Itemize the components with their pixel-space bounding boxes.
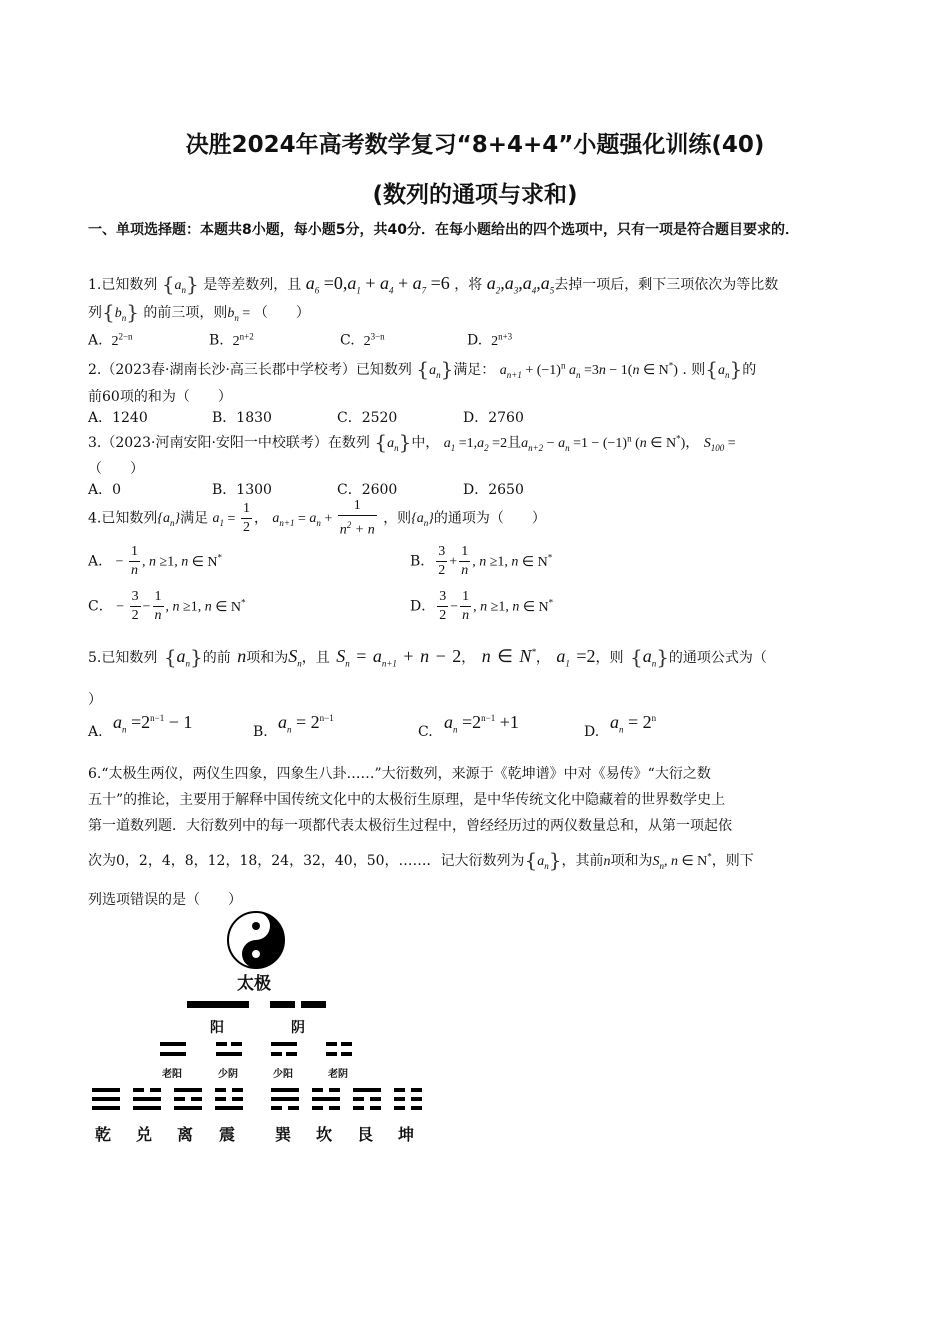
yin-line-left xyxy=(270,1001,295,1008)
q3-line2: （ ） xyxy=(88,461,144,477)
q5-option-d[interactable]: D. xyxy=(584,724,600,740)
q5-option-c[interactable]: C. xyxy=(418,724,433,740)
q6-line3: 第一道数列题．大衍数列中的每一项都代表太极衍生过程中，曾经经历过的两仪数量总和，从第一项起依 xyxy=(88,818,732,834)
trigram-label-8: 坤 xyxy=(398,1125,415,1144)
taiji-diagram xyxy=(80,905,440,1150)
q4-option-d[interactable]: D． $\frac{3}{2}$ − $\frac{1}{n}$ , n ≥1, n ∈ N* xyxy=(410,589,554,623)
four-label-1: 老阳 xyxy=(162,1069,182,1080)
doc-subtitle: (数列的通项与求和) xyxy=(372,182,578,208)
yin-line-right xyxy=(301,1001,326,1008)
q2-option-a[interactable]: A．1240 xyxy=(88,410,148,426)
q1-option-d[interactable]: D. $2^{n+3}$ xyxy=(467,331,513,349)
q5-option-a[interactable]: A. xyxy=(88,724,103,740)
q5-option-c-formula: $a_n =2^{n-1} +1$ xyxy=(444,712,519,735)
four-label-2: 少阴 xyxy=(218,1069,238,1080)
q2-option-d[interactable]: D．2760 xyxy=(463,410,524,426)
q6-line2: 五十”的推论，主要用于解释中国传统文化中的太极衍生原理，是中华传统文化中隐藏着的世界数学史上 xyxy=(88,792,726,808)
q5-line1: 5.已知数列 $\{a_n\}$的前 n项和为$S_n$，且 $S_n = a_{n+1} + n - 2$， n ∈ N*， $a_1 =2$，则 $\{a_n\}$的通项公式为（ xyxy=(88,645,767,669)
q2-line2: 前60项的和为（ ） xyxy=(88,389,232,405)
trigram-zhen xyxy=(215,1088,243,1110)
q5-option-b[interactable]: B. xyxy=(253,724,268,740)
q3-option-a[interactable]: A．0 xyxy=(88,482,122,498)
four-label-3: 少阳 xyxy=(273,1069,293,1080)
q5-option-a-formula: $a_n =2^{n-1} - 1$ xyxy=(113,712,193,735)
eight-trigrams xyxy=(92,1088,422,1110)
q1-line1: 1.已知数列 $\{a_n\}$ 是等差数列，且 $a_6 =0,a_1 + a_4 + a_7 =6$ ，将 $a_2,a_3,a_4,a_5$去掉一项后，剩下三项依次为等比数 xyxy=(88,272,779,296)
q1-option-c[interactable]: C. $2^{3-n}$ xyxy=(340,331,385,349)
q1-line2: 列$\{b_n\}$ 的前三项，则$b_n$ = （ ） xyxy=(88,300,310,324)
q5-option-b-formula: $a_n = 2^{n-1}$ xyxy=(278,712,334,735)
q3-option-b[interactable]: B．1300 xyxy=(212,482,272,498)
trigram-label-6: 坎 xyxy=(316,1125,333,1144)
trigram-xun xyxy=(271,1088,299,1110)
doc-title: 决胜2024年高考数学复习“8+4+4”小题强化训练(40) xyxy=(185,132,765,158)
q6-line4: 次为0，2，4，8，12，18，24，32，40，50，……．记大衍数列为$\{a_n\}$，其前n项和为$S_n$, n ∈ N*，则下 xyxy=(88,848,754,872)
trigram-qian xyxy=(92,1088,120,1110)
q5-option-d-formula: $a_n = 2^n$ xyxy=(610,712,657,735)
four-images xyxy=(160,1042,352,1056)
q4-line1: 4.已知数列$\{a_n\}$满足 $a_1$ = $\frac{1}{2}$ ， $a_{n+1} = a_n$ + $\frac{1}{n^2 + n}$ ，则$\{a_n\}$的通项为（ ） xyxy=(88,498,546,538)
trigram-label-1: 乾 xyxy=(95,1125,112,1144)
q3-option-c[interactable]: C．2600 xyxy=(337,482,398,498)
q3-option-d[interactable]: D．2650 xyxy=(463,482,524,498)
trigram-label-5: 巽 xyxy=(275,1125,292,1144)
taiji-figure xyxy=(80,905,440,1150)
q2-line1: 2.（2023春·湖南长沙·高三长郡中学校考）已知数列 $\{a_n\}$满足： $a_{n+1} + (-1)^n$ $a_n =3n - 1(n$ ∈ N*) . 则$\{a_n\}$的 xyxy=(88,357,757,381)
q2-option-b[interactable]: B．1830 xyxy=(212,410,272,426)
trigram-kun xyxy=(394,1088,422,1110)
trigram-kan xyxy=(312,1088,340,1110)
trigram-dui xyxy=(133,1088,161,1110)
q4-option-b[interactable]: B． $\frac{3}{2}$ + $\frac{1}{n}$ , n ≥1, n ∈ N* xyxy=(410,544,553,578)
q5-line2: ） xyxy=(88,692,102,708)
trigram-label-7: 艮 xyxy=(357,1125,374,1144)
q4-option-a[interactable]: A． − $\frac{1}{n}$ , n ≥1, n ∈ N* xyxy=(88,544,223,578)
yang-line xyxy=(187,1001,249,1008)
q6-line1: 6.“太极生两仪，两仪生四象，四象生八卦……”大衍数列，来源于《乾坤谱》中对《易传》“大衍之数 xyxy=(88,766,711,782)
yang-label: 阳 xyxy=(210,1020,224,1036)
trigram-label-3: 离 xyxy=(177,1125,194,1144)
q6-line5: 列选项错误的是（ ） xyxy=(88,892,242,908)
q1-option-b[interactable]: B. $2^{n+2}$ xyxy=(209,331,254,349)
q4-option-c[interactable]: C． − $\frac{3}{2}$ − $\frac{1}{n}$ , n ≥1, n ∈ N* xyxy=(88,589,246,623)
four-label-4: 老阴 xyxy=(328,1069,348,1080)
section-heading: 一、单项选择题：本题共8小题，每小题5分，共40分．在每小题给出的四个选项中，只有一项是符合题目要求的． xyxy=(88,222,799,238)
yin-yang-icon xyxy=(228,912,284,968)
q1-option-a[interactable]: A. $2^{2-n}$ xyxy=(88,331,133,349)
q2-option-c[interactable]: C．2520 xyxy=(337,410,398,426)
trigram-label-2: 兑 xyxy=(136,1125,153,1144)
trigram-li xyxy=(174,1088,202,1110)
trigram-gen xyxy=(353,1088,381,1110)
trigram-label-4: 震 xyxy=(219,1125,236,1144)
q3-line1: 3.（2023·河南安阳·安阳一中校联考）在数列 $\{a_n\}$中， $a_1 =1,a_2 =2$且$a_{n+2} - a_n =1 - (-1)^n$ (n ∈ N*)， $S_{100}$ = xyxy=(88,430,736,454)
taiji-label: 太极 xyxy=(237,974,271,994)
yin-label: 阴 xyxy=(291,1020,305,1036)
